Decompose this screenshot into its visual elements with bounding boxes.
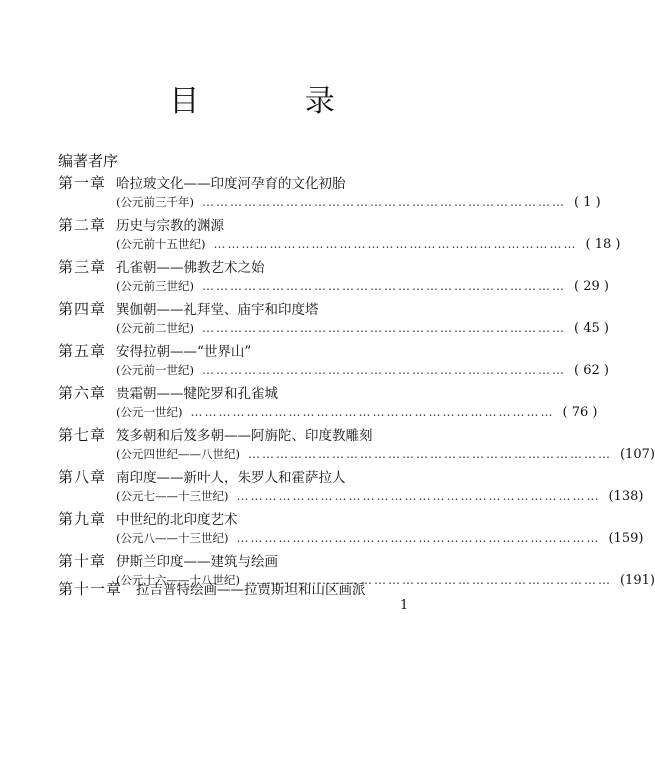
- dot-leader: ……………………………………………………………………: [247, 447, 612, 461]
- toc-entry-6: [58, 382, 598, 424]
- chapter-period: (公元一世纪): [116, 405, 183, 419]
- chapter-period: (公元前一世纪): [116, 363, 194, 377]
- chapter-number: 第九章: [58, 510, 107, 528]
- chapter-period: (公元前三千年): [116, 195, 194, 209]
- chapter-title: 巽伽朝——礼拜堂、庙宇和印度塔: [116, 302, 319, 318]
- toc-entry-4: [58, 298, 609, 340]
- chapter-period: (公元前十五世纪): [116, 237, 206, 251]
- chapter-period: (公元七——十三世纪): [116, 489, 229, 503]
- chapter-number: 第七章: [58, 426, 107, 444]
- chapter-number: 第二章: [58, 216, 107, 234]
- chapter-page: ( 1 ): [573, 195, 601, 210]
- toc-entry-8: [58, 466, 644, 508]
- chapter-page: (191): [619, 573, 655, 588]
- dot-leader: ……………………………………………………………………: [236, 489, 601, 503]
- chapter-number: 第十章: [58, 552, 107, 570]
- chapter-title: 笈多朝和后笈多朝——阿旃陀、印度教雕刻: [116, 428, 373, 444]
- dot-leader: ……………………………………………………………………: [213, 237, 578, 251]
- chapter-title: 拉吉普特绘画——拉贾斯坦和山区画派: [136, 582, 366, 598]
- dot-leader: ……………………………………………………………………: [201, 195, 566, 209]
- dot-leader: ……………………………………………………………………: [236, 531, 601, 545]
- chapter-page: (159): [608, 531, 644, 546]
- chapter-title: 历史与宗教的渊源: [116, 218, 224, 234]
- dot-leader: ……………………………………………………………………: [201, 321, 566, 335]
- chapter-title: 中世纪的北印度艺术: [116, 512, 238, 528]
- chapter-page: ( 76 ): [562, 405, 598, 420]
- chapter-title: 哈拉玻文化——印度河孕育的文化初胎: [116, 176, 346, 192]
- toc-entry-9: [58, 508, 644, 550]
- dot-leader: ……………………………………………………………………: [247, 573, 612, 587]
- chapter-page: (138): [608, 489, 644, 504]
- chapter-number: 第三章: [58, 258, 107, 276]
- page-title: 目 录: [169, 84, 383, 119]
- chapter-number: 第八章: [58, 468, 107, 486]
- chapter-number: 第六章: [58, 384, 107, 402]
- chapter-number: 第一章: [58, 174, 107, 192]
- chapter-title: 伊斯兰印度——建筑与绘画: [116, 554, 278, 570]
- toc-entry-5: [58, 340, 609, 382]
- chapter-title: 南印度——新叶人，朱罗人和霍萨拉人: [116, 470, 346, 486]
- chapter-number: 第四章: [58, 300, 107, 318]
- chapter-number: 第十一章: [58, 580, 123, 598]
- chapter-title: 安得拉朝——“世界山”: [116, 344, 252, 360]
- chapter-period: (公元前三世纪): [116, 279, 194, 293]
- preface-entry: 编著者序: [58, 152, 119, 170]
- dot-leader: ……………………………………………………………………: [201, 363, 566, 377]
- chapter-page: (107): [619, 447, 655, 462]
- chapter-page: ( 18 ): [585, 237, 621, 252]
- chapter-period: (公元八——十三世纪): [116, 531, 229, 545]
- dot-leader: ……………………………………………………………………: [201, 279, 566, 293]
- toc-entry-1: [58, 172, 601, 214]
- page-number: 1: [400, 598, 409, 613]
- toc-entry-3: [58, 256, 609, 298]
- chapter-page: ( 29 ): [573, 279, 609, 294]
- toc-entry-2: [58, 214, 621, 256]
- dot-leader: ……………………………………………………………………: [190, 405, 555, 419]
- chapter-page: ( 62 ): [573, 363, 609, 378]
- chapter-period: (公元前二世纪): [116, 321, 194, 335]
- chapter-page: ( 45 ): [573, 321, 609, 336]
- chapter-number: 第五章: [58, 342, 107, 360]
- chapter-period: (公元十六——十八世纪): [116, 573, 240, 587]
- toc-entry-11: [58, 578, 468, 600]
- chapter-title: 孔雀朝——佛教艺术之始: [116, 260, 265, 276]
- chapter-title: 贵霜朝——犍陀罗和孔雀城: [116, 386, 278, 402]
- chapter-period: (公元四世纪——八世纪): [116, 447, 240, 461]
- toc-entry-7: [58, 424, 655, 466]
